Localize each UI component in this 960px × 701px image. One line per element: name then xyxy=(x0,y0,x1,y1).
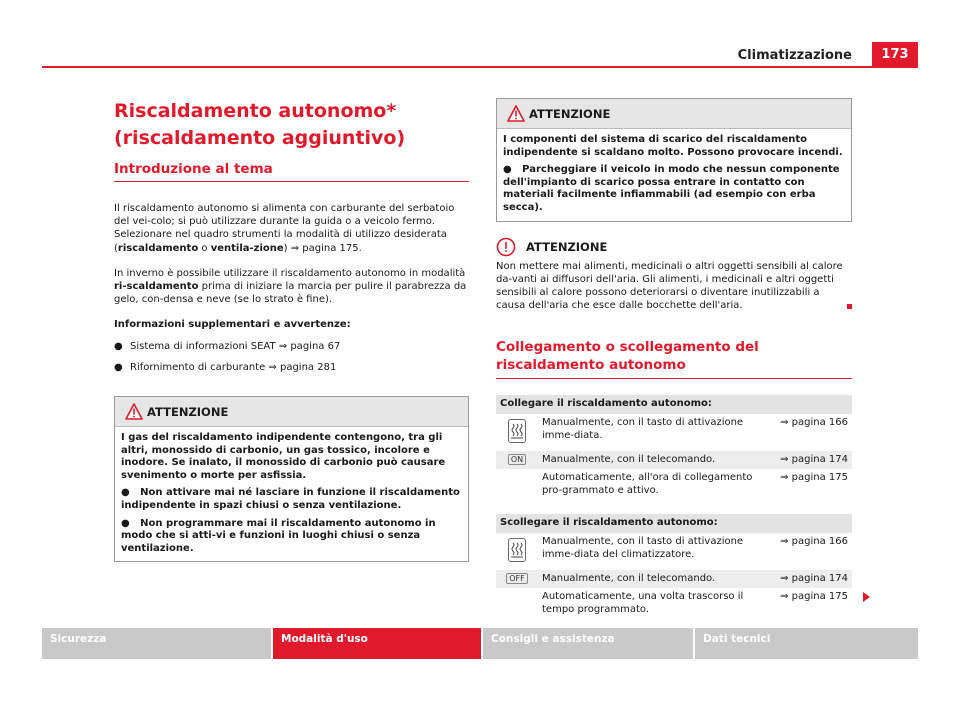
main-title: Riscaldamento autonomo* (riscaldamento aggiuntivo) xyxy=(114,100,406,149)
bullet-icon: ● xyxy=(503,164,523,176)
header-rule xyxy=(42,66,918,68)
page-link[interactable]: ⇒ pagina 175 xyxy=(780,472,848,484)
page-link[interactable]: ⇒ pagina 175 xyxy=(780,591,848,603)
list-item[interactable]: ● Sistema di informazioni SEAT ⇒ pagina 67 xyxy=(114,340,341,352)
warning-box xyxy=(496,98,852,222)
warning-label: ATTENZIONE xyxy=(529,107,611,121)
page-number: 173 xyxy=(872,42,918,66)
table-heading: Scollegare il riscaldamento autonomo: xyxy=(496,514,852,533)
winter-paragraph: In inverno è possibile utilizzare il riscaldamento autonomo in modalità ri-scaldamento prima di iniziare la marcia per pulire il parabrezza da gelo, con-densa e neve (se lo strato è fine). xyxy=(114,267,467,306)
warning-triangle-icon xyxy=(125,403,143,420)
page-link[interactable]: ⇒ pagina 166 xyxy=(780,416,848,428)
table-row: ON Manualmente, con il telecomando. ⇒ pagina 174 xyxy=(496,451,852,470)
connect-table xyxy=(496,395,852,500)
tab-dati-tecnici[interactable]: Dati tecnici xyxy=(695,628,918,659)
page-header xyxy=(0,0,960,70)
page-link[interactable]: ⇒ pagina 174 xyxy=(770,451,852,470)
warning-box xyxy=(114,396,469,562)
list-item[interactable]: ● Rifornimento di carburante ⇒ pagina 281 xyxy=(114,361,337,373)
footer-nav xyxy=(42,628,918,659)
intro-paragraph: Il riscaldamento autonomo si alimenta con carburante del serbatoio del vei-colo; si può utilizzare durante la guida o a veicolo fermo. Selezionare nel quadro strumenti la modalità di utilizzo desiderata (riscaldamento o ventila-zione) ⇒ pagina 175. xyxy=(114,203,455,254)
right-column xyxy=(496,98,852,619)
warning-body: I gas del riscaldamento indipendente contengono, tra gli altri, monossido di carbonio, un gas tossico, incolore e inodore. Se inalato, il monossido di carbonio può causare svenimento o morte per asfissia. ● Non attivare mai né lasciare in funzione il riscaldamento indipendente in spazi chiusi o senza ventilazione. ● Non programmare mai il riscaldamento autonomo in modo che si atti-vi e funzioni in luoghi chiusi o senza ventilazione. xyxy=(121,432,460,554)
section-title: Collegamento o scollegamento del riscaldamento autonomo xyxy=(496,338,852,379)
left-column xyxy=(114,98,469,562)
table-row: Manualmente, con il tasto di attivazione imme-diata del climatizzatore. ⇒ pagina 166 xyxy=(496,533,852,570)
table-heading: Collegare il riscaldamento autonomo: xyxy=(496,395,852,414)
section-subtitle: Introduzione al tema xyxy=(114,161,469,182)
bullet-icon: ● xyxy=(114,361,123,373)
caution-text: Non mettere mai alimenti, medicinali o altri oggetti sensibili al calore da-vanti ai diffusori dell'aria. Gli alimenti, i medicinali e altri oggetti sensibili al calore possono deteriorarsi o diventare inutilizzabili a causa dell'aria che esce dalle bocchette dell'aria. xyxy=(496,260,843,312)
bullet-icon: ● xyxy=(121,517,141,529)
table-row: Automaticamente, una volta trascorso il tempo programmato. ⇒ pagina 175 xyxy=(496,588,852,619)
warning-label: ATTENZIONE xyxy=(147,405,229,420)
table-row: Automaticamente, all'ora di collegamento pro-grammato e attivo. ⇒ pagina 175 xyxy=(496,469,852,500)
caution-note xyxy=(496,236,852,313)
warning-header xyxy=(115,397,468,427)
warning-triangle-icon xyxy=(507,105,525,122)
heater-button-icon xyxy=(508,419,526,443)
disconnect-table xyxy=(496,514,852,619)
table-row: OFF Manualmente, con il telecomando. ⇒ pagina 174 xyxy=(496,570,852,589)
caution-circle-icon xyxy=(496,237,516,257)
continue-arrow-icon xyxy=(863,592,870,602)
bullet-icon: ● xyxy=(114,340,123,352)
off-badge-icon: OFF xyxy=(506,573,528,584)
caution-label: ATTENZIONE xyxy=(526,239,608,254)
table-row: Manualmente, con il tasto di attivazione imme-diata. ⇒ pagina 166 xyxy=(496,414,852,451)
on-badge-icon: ON xyxy=(508,454,526,465)
tab-consigli-assistenza[interactable]: Consigli e assistenza xyxy=(483,628,693,659)
bullet-icon: ● xyxy=(121,487,141,499)
section-end-marker xyxy=(847,304,852,309)
chapter-title: Climatizzazione xyxy=(737,48,852,63)
info-heading: Informazioni supplementari e avvertenze: xyxy=(114,319,351,331)
page-link[interactable]: ) ⇒ pagina 175. xyxy=(283,242,362,254)
heater-button-icon xyxy=(508,538,526,562)
page-link[interactable]: ⇒ pagina 174 xyxy=(770,570,852,589)
tab-modalita-uso[interactable]: Modalità d'uso xyxy=(273,628,481,659)
page-link[interactable]: ⇒ pagina 166 xyxy=(780,535,848,547)
warning-header xyxy=(497,99,851,129)
warning-body: I componenti del sistema di scarico del riscaldamento indipendente si scaldano molto. Possono provocare incendi. ● Parcheggiare il veicolo in modo che nessun componente dell'impianto di scarico possa entrare in contatto con materiali facilmente infiammabili (ad esempio con erba secca). xyxy=(503,134,843,213)
tab-sicurezza[interactable]: Sicurezza xyxy=(42,628,271,659)
